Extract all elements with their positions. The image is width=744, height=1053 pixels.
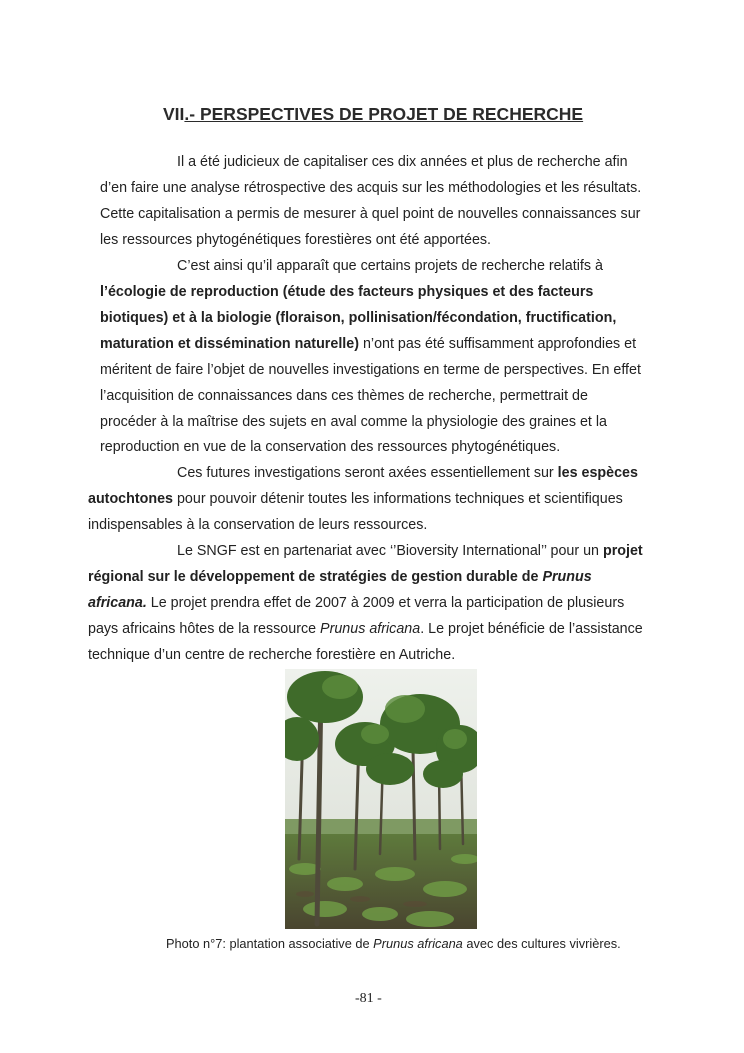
p2-line-5: méritent de faire l’objet de nouvelles investigations en terme de perspectives. En effet	[100, 362, 641, 378]
p1-line-4: les ressources phytogénétiques forestières ont été apportées.	[100, 232, 492, 248]
p3-line-3: indispensables à la conservation de leurs ressources.	[88, 517, 428, 533]
p1-line-2: d’en faire une analyse rétrospective des acquis sur les méthodologies et les résultats.	[100, 180, 642, 196]
p4-line-4: pays africains hôtes de la ressource Prunus africana. Le projet bénéficie de l’assistance	[88, 621, 643, 637]
p4-line-1: Le SNGF est en partenariat avec ‘’Bioversity International’’ pour un projet	[177, 543, 643, 559]
p4-line-3: africana. Le projet prendra effet de 2007 à 2009 et verra la participation de plusieurs	[88, 595, 625, 611]
p2-line-6: l’acquisition de connaissances dans ces thèmes de recherche, permettrait de	[100, 388, 588, 404]
p4-line-2: régional sur le développement de stratégies de gestion durable de Prunus	[88, 569, 592, 585]
photo-caption: Photo n°7: plantation associative de Prunus africana avec des cultures vivrières.	[166, 936, 621, 951]
p2-line-7: procéder à la maîtrise des sujets en aval comme la physiologie des graines et la	[100, 414, 608, 430]
p4-line-5: technique d’un centre de recherche forestière en Autriche.	[88, 647, 456, 663]
p2-line-8: reproduction en vue de la conservation des ressources phytogénétiques.	[100, 439, 561, 455]
p2-line-3: biotiques) et à la biologie (floraison, pollinisation/fécondation, fructification,	[100, 310, 617, 326]
section-number: VII	[163, 104, 185, 124]
p3-line-2: autochtones pour pouvoir détenir toutes les informations techniques et scientifiques	[88, 491, 623, 507]
p1-line-3: Cette capitalisation a permis de mesurer à quel point de nouvelles connaissances sur	[100, 206, 641, 222]
p3-line-1: Ces futures investigations seront axées essentiellement sur les espèces	[177, 465, 638, 481]
section-title-text: .- PERSPECTIVES DE PROJET DE RECHERCHE	[184, 104, 584, 124]
p2-line-1: C’est ainsi qu’il apparaît que certains projets de recherche relatifs à	[177, 258, 603, 274]
plantation-photo	[285, 669, 477, 929]
p2-line-2: l’écologie de reproduction (étude des facteurs physiques et des facteurs	[100, 284, 594, 300]
p1-line-1: Il a été judicieux de capitaliser ces dix années et plus de recherche afin	[177, 154, 628, 170]
p2-line-4: maturation et dissémination naturelle) n’ont pas été suffisamment approfondies et	[100, 336, 637, 352]
section-title	[163, 104, 583, 125]
page-number: -81 -	[355, 991, 382, 1006]
